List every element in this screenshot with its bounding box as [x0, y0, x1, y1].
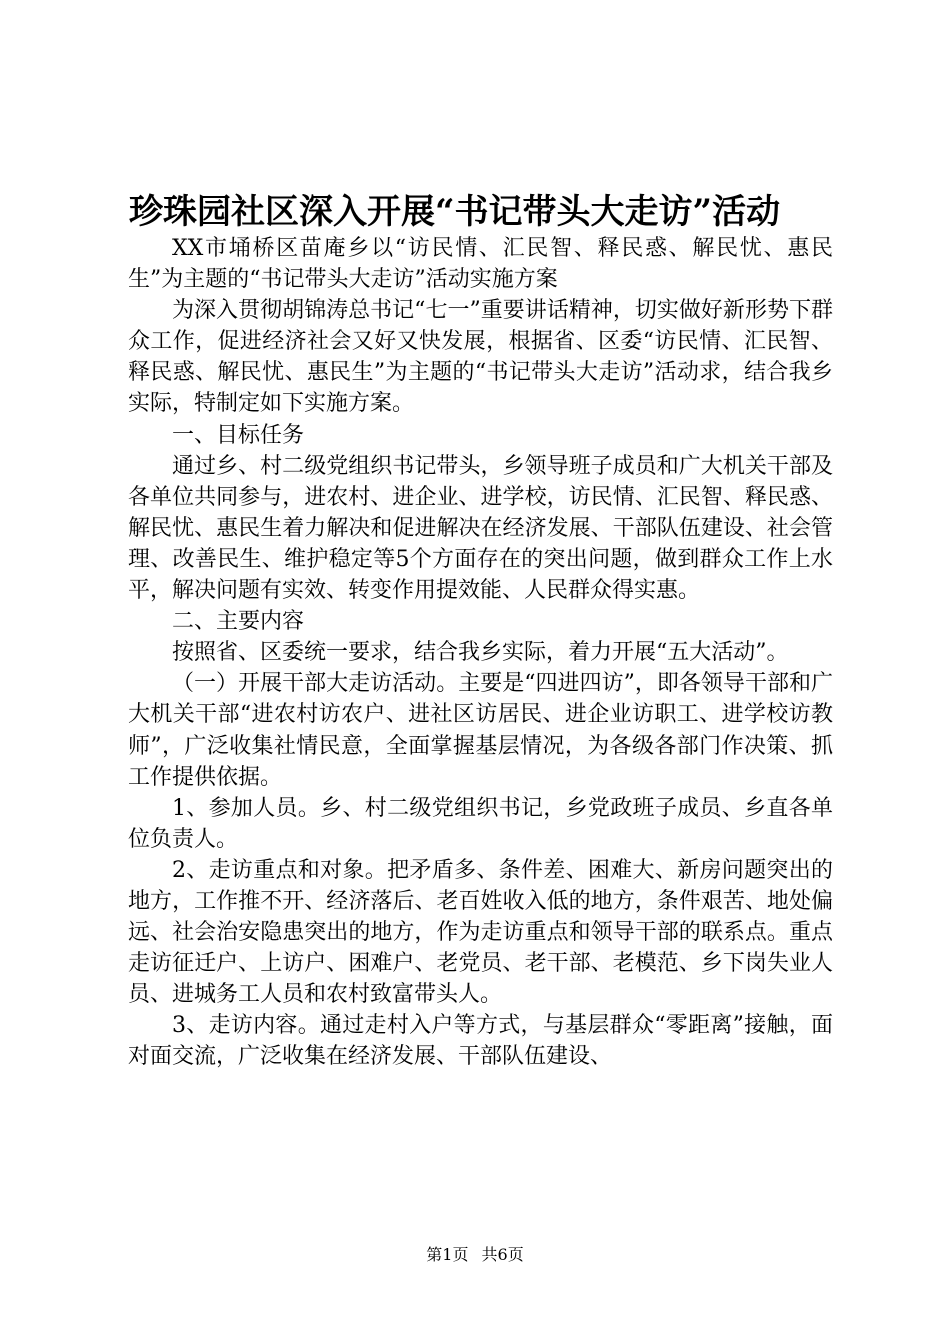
paragraph-visit-content: 3、走访内容。通过走村入户等方式，与基层群众“零距离”接触，面对面交流，广泛收集在经济发展、干部队伍建设、 — [128, 1013, 833, 1070]
document-title: 珍珠园社区深入开展“书记带头大走访”活动 — [129, 192, 781, 232]
page-total: 共6页 — [481, 1245, 524, 1264]
paragraph-intro: XX市埇桥区苗庵乡以“访民情、汇民智、释民惑、解民忧、惠民生”为主题的“书记带头大走访”活动实施方案 — [128, 236, 833, 293]
paragraph-goals: 通过乡、村二级党组织书记带头，乡领导班子成员和广大机关干部及各单位共同参与，进农村、进企业、进学校，访民情、汇民智、释民惑、解民忧、惠民生着力解决和促进解决在经济发展、干部队伍建设、社会管理、改善民生、维护稳定等5个方面存在的突出问题，做到群众工作上水平，解决问题有实效、转变作用提效能、人民群众得实惠。 — [128, 453, 833, 604]
paragraph-visit-targets: 2、走访重点和对象。把矛盾多、条件差、困难大、新房问题突出的地方，工作推不开、经济落后、老百姓收入低的地方，条件艰苦、地处偏远、社会治安隐患突出的地方，作为走访重点和领导干部的联系点。重点走访征迁户、上访户、困难户、老党员、老干部、老模范、乡下岗失业人员、进城务工人员和农村致富带头人。 — [128, 857, 833, 1008]
paragraph-participants: 1、参加人员。乡、村二级党组织书记，乡党政班子成员、乡直各单位负责人。 — [128, 795, 833, 852]
paragraph-purpose: 为深入贯彻胡锦涛总书记“七一”重要讲话精神，切实做好新形势下群众工作，促进经济社会又好又快发展，根据省、区委“访民情、汇民智、释民惑、解民忧、惠民生”为主题的“书记带头大走访”活动求，结合我乡实际，特制定如下实施方案。 — [128, 298, 833, 417]
page-footer — [0, 1243, 950, 1267]
paragraph-five-activities: 按照省、区委统一要求，结合我乡实际，着力开展“五大活动”。 — [172, 640, 789, 666]
page-number: 第1页 — [426, 1245, 469, 1264]
paragraph-visit-activity: （一）开展干部大走访活动。主要是“四进四访”，即各领导干部和广大机关干部“进农村访农户、进社区访居民、进企业访职工、进学校访教师”，广泛收集社情民意，全面掌握基层情况，为各级各部门作决策、抓工作提供依据。 — [128, 671, 833, 790]
section-heading-content: 二、主要内容 — [172, 609, 305, 635]
document-body — [128, 233, 833, 1073]
section-heading-goals: 一、目标任务 — [172, 422, 305, 448]
